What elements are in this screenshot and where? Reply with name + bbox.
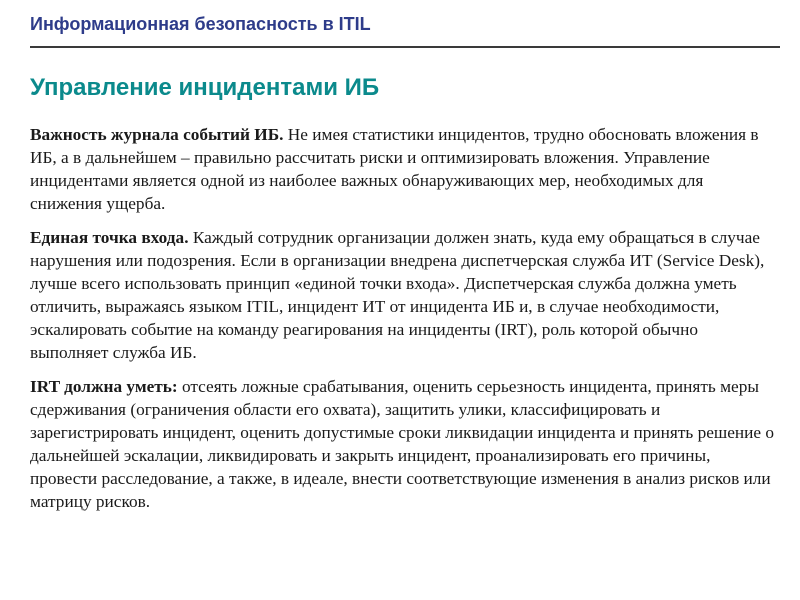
paragraph-irt-duties — [30, 375, 775, 513]
slide-body — [30, 123, 775, 524]
slide-title: Управление инцидентами ИБ — [30, 74, 380, 101]
paragraph-single-entry-point — [30, 226, 775, 364]
paragraph-event-log — [30, 123, 775, 215]
paragraph-term: Единая точка входа. — [30, 228, 189, 247]
header-title: Информационная безопасность в ITIL — [30, 14, 371, 34]
header-divider — [30, 46, 780, 48]
paragraph-text: Каждый сотрудник организации должен знать, куда ему обращаться в случае нарушения или подозрения. Если в организации внедрена диспетчерская служба ИТ (Service Desk), лучше всего использовать принцип «единой точки входа». Диспетчерская служба должна уметь отличить, выражаясь языком ITIL, инцидент ИТ от инцидента ИБ и, в случае необходимости, эскалировать событие на команду реагирования на инциденты (IRT), роль которой обычно выполняет служба ИБ. — [30, 228, 765, 362]
paragraph-text: Не имея статистики инцидентов, трудно обосновать вложения в ИБ, а в дальнейшем – правильно рассчитать риски и оптимизировать вложения. Управление инцидентами является одной из наиболее важных обнаруживающих мер, необходимых для снижения ущерба. — [30, 125, 759, 213]
paragraph-term: Важность журнала событий ИБ. — [30, 125, 284, 144]
paragraph-term: IRT должна уметь: — [30, 377, 178, 396]
paragraph-text: отсеять ложные срабатывания, оценить серьезность инцидента, принять меры сдерживания (ограничения области его охвата), защитить улики, классифицировать и зарегистрировать инцидент, оценить допустимые сроки ликвидации инцидента и принять решение о дальнейшей эскалации, ликвидировать и закрыть инцидент, проанализировать его причины, провести расследование, а также, в идеале, внести соответствующие изменения в анализ рисков или матрицу рисков. — [30, 377, 775, 511]
